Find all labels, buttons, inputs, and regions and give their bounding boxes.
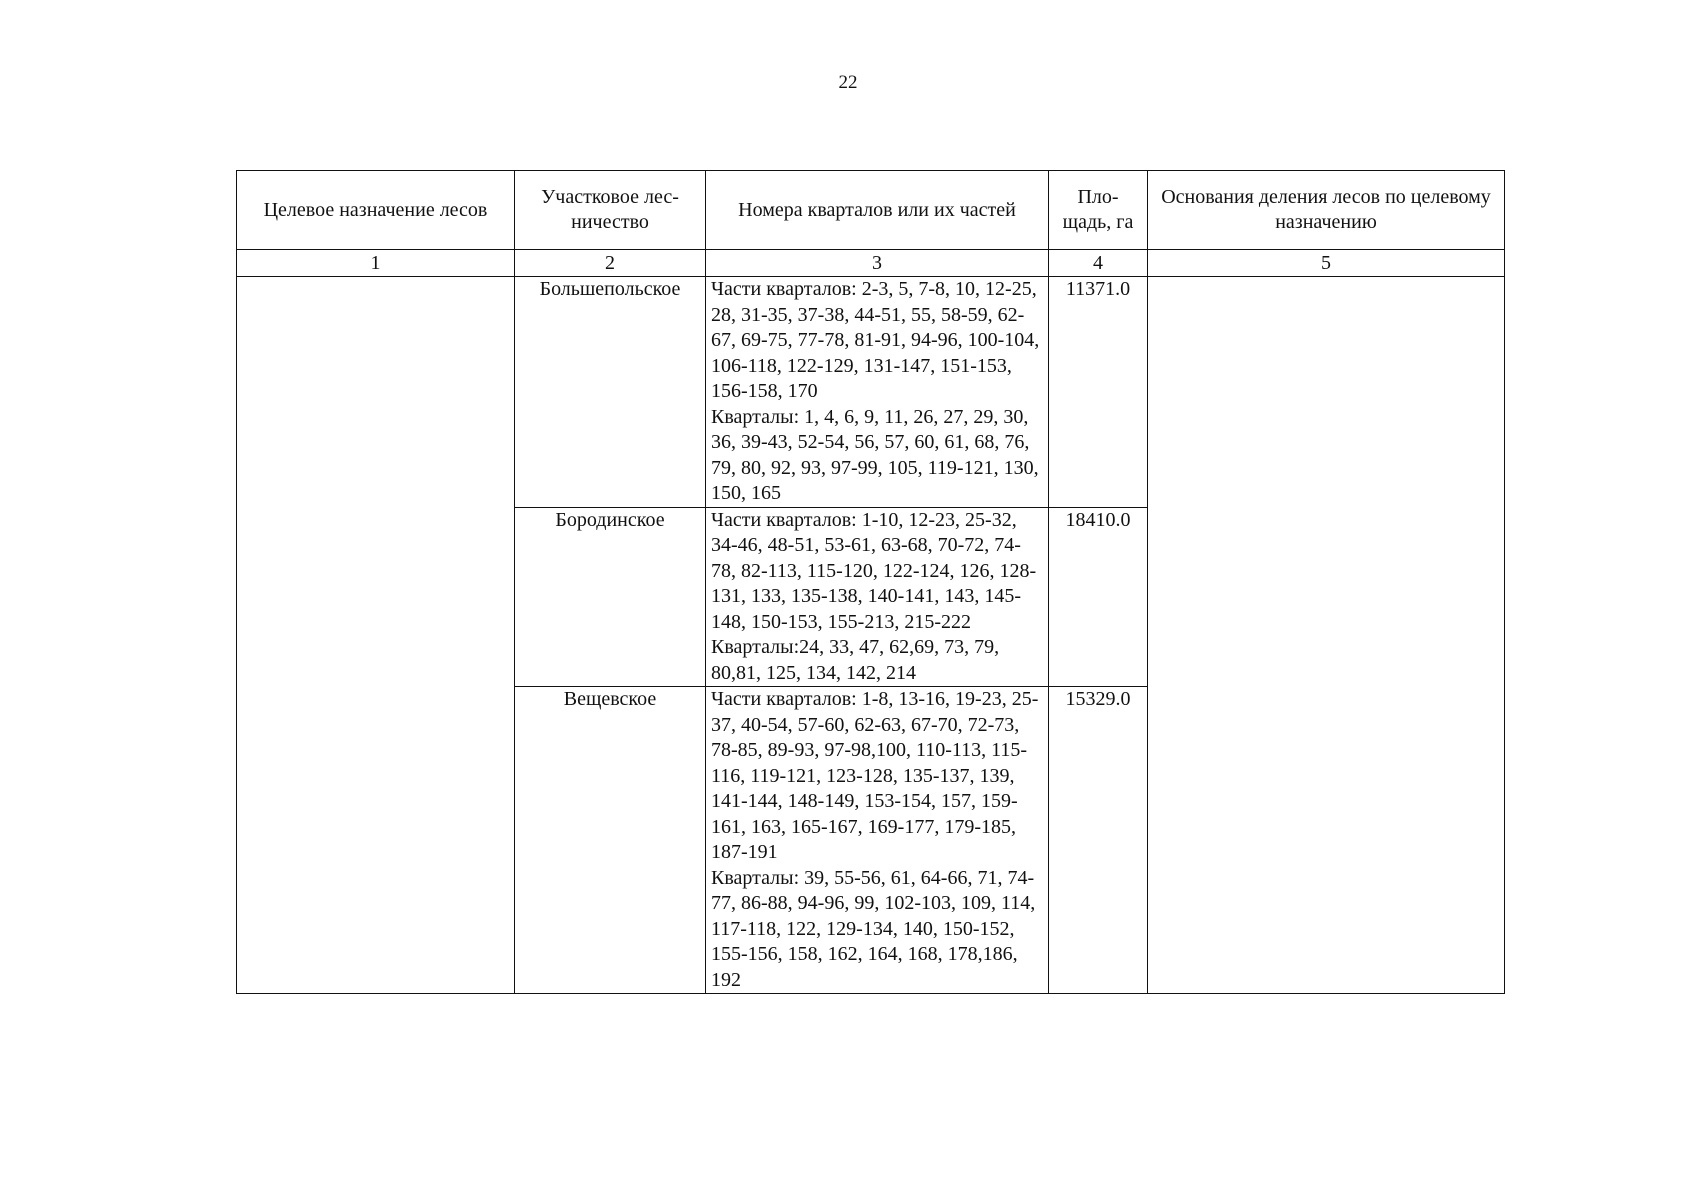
area-value: 18410.0 [1049,507,1148,687]
header-quarter-numbers: Номера кварталов или их частей [706,171,1049,250]
area-value: 15329.0 [1049,687,1148,994]
column-number: 1 [237,250,515,277]
header-row [237,171,1505,250]
forest-purpose-table [236,170,1505,994]
table-row [237,277,1505,508]
forestry-name: Большепольское [515,277,706,508]
header-division-basis: Основания деления лесов по целевому назначению [1148,171,1505,250]
quarter-parts-list: Части кварталов: 1-8, 13-16, 19-23, 25-37, 40-54, 57-60, 62-63, 67-70, 72-73, 78-85, 89-93, 97-98,100, 110-113, 115-116, 119-121, 123-128, 135-137, 139, 141-144, 148-149, 153-154, 157, 159-161, 163, 165-167, 169-177, 179-185, 187-191 [711,688,1039,863]
header-district-forestry: Участковое лес-ничество [515,171,706,250]
header-forest-purpose: Целевое назначение лесов [237,171,515,250]
header-area: Пло-щадь, га [1049,171,1148,250]
forestry-name: Вещевское [515,687,706,994]
quarters-cell [706,277,1049,508]
column-number-row [237,250,1505,277]
forestry-name: Бородинское [515,507,706,687]
quarters-list: Кварталы:24, 33, 47, 62,69, 73, 79, 80,81, 125, 134, 142, 214 [711,636,1000,684]
quarters-cell [706,507,1049,687]
page-number: 22 [838,72,858,93]
column-number: 2 [515,250,706,277]
quarter-parts-list: Части кварталов: 1-10, 12-23, 25-32, 34-46, 48-51, 53-61, 63-68, 70-72, 74-78, 82-113, 115-120, 122-124, 126, 128-131, 133, 135-138, 140-141, 143, 145-148, 150-153, 155-213, 215-222 [711,508,1037,633]
area-value: 11371.0 [1049,277,1148,508]
quarters-cell [706,687,1049,994]
column-number: 5 [1148,250,1505,277]
quarters-list: Кварталы: 39, 55-56, 61, 64-66, 71, 74-77, 86-88, 94-96, 99, 102-103, 109, 114, 117-118, 122, 129-134, 140, 150-152, 155-156, 158, 162, 164, 168, 178,186, 192 [711,866,1036,991]
column-number: 3 [706,250,1049,277]
forest-purpose-cell [237,277,515,994]
quarters-list: Кварталы: 1, 4, 6, 9, 11, 26, 27, 29, 30, 36, 39-43, 52-54, 56, 57, 60, 61, 68, 76, 79, 80, 92, 93, 97-99, 105, 119-121, 130, 150, 165 [711,405,1039,504]
division-basis-cell [1148,277,1505,994]
column-number: 4 [1049,250,1148,277]
quarter-parts-list: Части кварталов: 2-3, 5, 7-8, 10, 12-25, 28, 31-35, 37-38, 44-51, 55, 58-59, 62-67, 69-75, 77-78, 81-91, 94-96, 100-104, 106-118, 122-129, 131-147, 151-153, 156-158, 170 [711,278,1040,402]
